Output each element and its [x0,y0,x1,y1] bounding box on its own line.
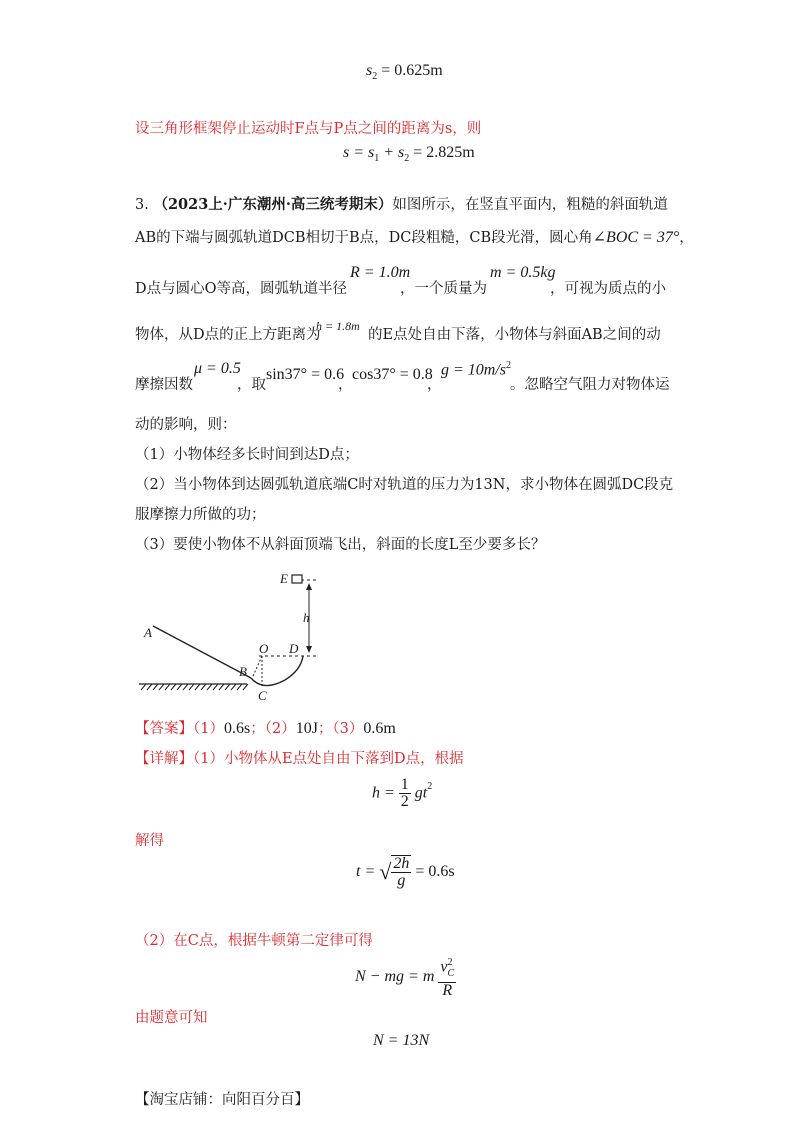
answer-line: 【答案】（1）0.6s；（2）10J；（3）0.6m [135,720,396,737]
label-b: B [239,664,247,679]
label-e: E [280,571,288,586]
cos-value: cos37° = 0.8 [352,366,433,383]
dashed-ob [253,656,262,676]
mass-value: m = 0.5kg [490,264,556,281]
sub-question-2b: 服摩擦力所做的功； [135,507,266,523]
answer-1: 0.6s [223,720,251,737]
answer-2: 10J [295,720,318,737]
arc-dcb [251,656,303,686]
equation-free-fall: h = $\frac{1}{2}$ $gt^2$ [372,776,433,810]
equation-s-total: $s = s_1 + s_2 = 2.825m$ [343,144,475,165]
solve-label: 解得 [135,833,164,849]
angle-value: ∠BOC = 37° [592,229,680,246]
sub-question-2a: （2）当小物体到达圆弧轨道底端C时对轨道的压力为13N，求小物体在圆弧DC段克 [135,477,674,493]
line-set-s: 设三角形框架停止运动时F点与P点之间的距离为s，则 [135,121,482,137]
question-3-line-4: 物体，从D点的正上方距离为 [135,327,321,343]
equation-time: t = √ $\frac{2h}{g}$ = 0.6s [356,855,455,889]
block-e [292,575,302,583]
question-3-line-1: 3. （2023上·广东潮州·高三统考期末）如图所示，在竖直平面内，粗糙的斜面轨道 [135,196,668,213]
label-o: O [259,641,269,656]
question-3-line-2: AB的下端与圆弧轨道DCB相切于B点，DC段粗糙，CB段光滑，圆心角∠BOC = 37°， [135,229,694,246]
sub-question-1: （1）小物体经多长时间到达D点； [135,447,359,463]
physics-figure [135,570,335,710]
label-a: A [144,625,152,640]
friction-coefficient: μ = 0.5 [194,360,241,377]
equation-newton: N − mg = m $\frac{v^2_C}{R}$ [355,957,455,999]
sub-question-3: （3）要使小物体不从斜面顶端飞出，斜面的长度L至少要多长？ [135,537,546,553]
h-arrow-up [306,583,312,590]
question-number: 3. [135,197,149,213]
detail-line-1: 【详解】（1）小物体从E点处自由下落到D点，根据 [135,751,464,767]
equation-s2: $s_2 = 0.625m$ [366,62,443,83]
question-3-line-5: 摩擦因数 [135,377,193,393]
question-3-line-6: 动的影响，则： [135,417,237,433]
label-h: h [303,610,310,625]
answer-tag: 【答案】 [135,721,193,737]
detail-line-3: 由题意可知 [135,1010,208,1026]
label-d: D [289,641,299,656]
height-value: h = 1.8m [316,319,360,333]
sin-value: sin37° = 0.6 [266,366,345,383]
radius-value: R = 1.0m [350,264,411,281]
question-3-line-3: D点与圆心O等高，圆弧轨道半径 [135,281,348,297]
gravity-value: $g = 10m/s^2$ [441,360,512,379]
question-source: （2023上·广东潮州·高三统考期末） [153,196,393,213]
answer-3: 0.6m [363,720,396,737]
label-c: C [258,688,267,703]
detail-tag: 【详解】 [135,751,193,767]
equation-normal-force: N = 13N [373,1032,430,1049]
incline-ab [153,626,251,678]
ground-hatching [141,684,248,690]
h-arrow-down [306,646,312,653]
footer-shop: 【淘宝店铺：向阳百分百】 [135,1092,309,1108]
detail-line-2: （2）在C点，根据牛顿第二定律可得 [135,933,373,949]
